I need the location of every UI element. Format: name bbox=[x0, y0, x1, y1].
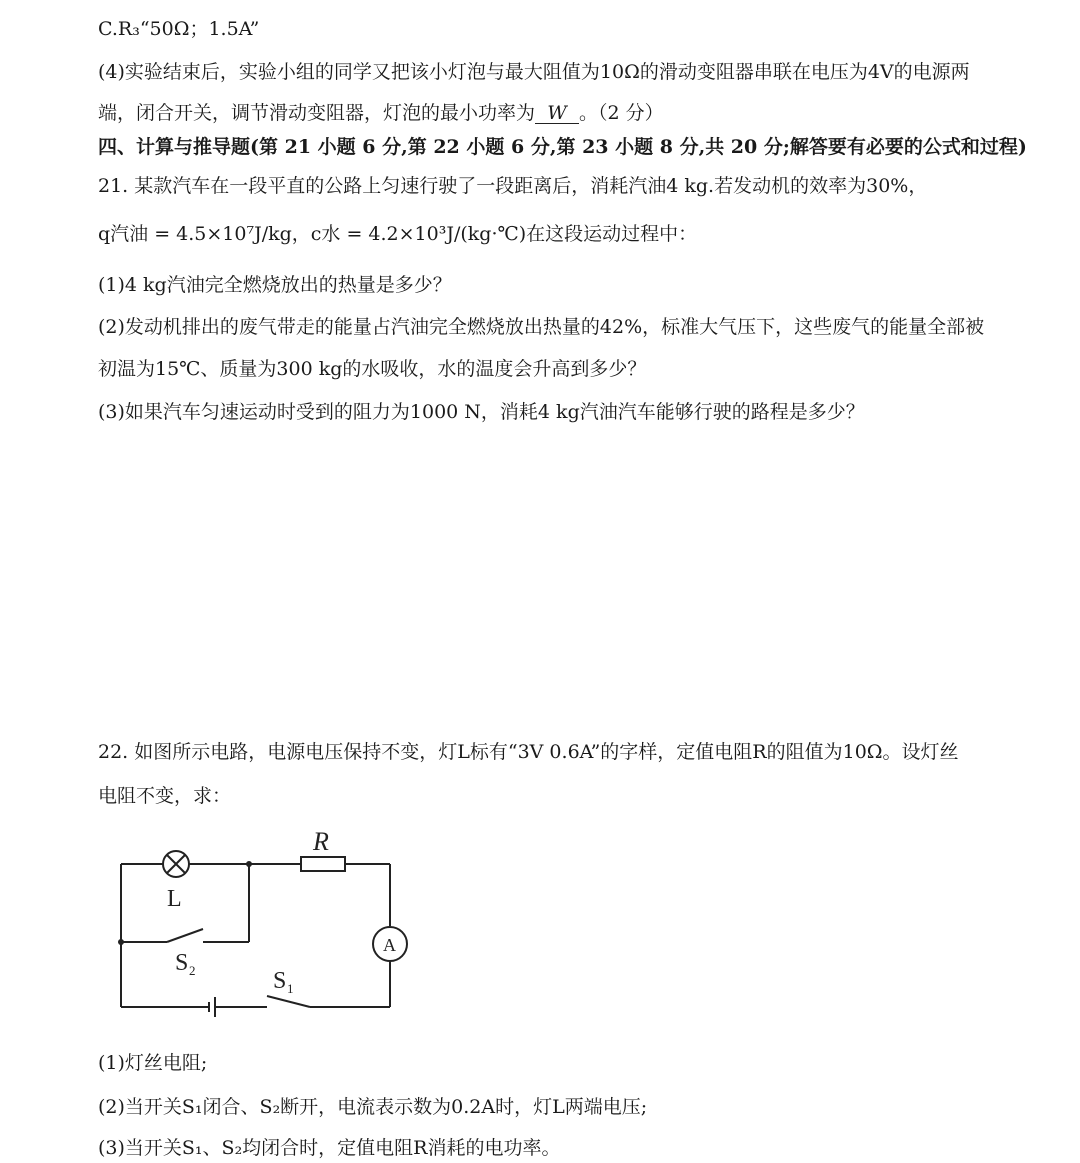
question-22-part-1: (1)灯丝电阻; bbox=[98, 1052, 208, 1074]
question-21-part-3: (3)如果汽车匀速运动时受到的阻力为1000 N，消耗4 kg汽油汽车能够行驶的路程是多少？ bbox=[98, 401, 865, 423]
question-22-part-3: (3)当开关S₁、S₂均闭合时，定值电阻R消耗的电功率。 bbox=[98, 1137, 561, 1159]
question-21-stem: 21. 某款汽车在一段平直的公路上匀速行驶了一段距离后，消耗汽油4 kg.若发动机的效率为30%， bbox=[98, 175, 928, 197]
answer-blank: W bbox=[535, 103, 579, 124]
junction-dot bbox=[246, 861, 252, 867]
question-22-stem-line-1: 22. 如图所示电路，电源电压保持不变，灯L标有“3V 0.6A”的字样，定值电阻R的阻值为10Ω。设灯丝 bbox=[98, 741, 959, 763]
switch-s2 bbox=[167, 929, 203, 942]
label-s1: S bbox=[273, 968, 287, 994]
question-21-part-2-line-2: 初温为15℃、质量为300 kg的水吸收，水的温度会升高到多少？ bbox=[98, 358, 647, 380]
question-21-part-2-line-1: (2)发动机排出的废气带走的能量占汽油完全燃烧放出热量的42%，标准大气压下，这些废气的能量全部被 bbox=[98, 316, 985, 338]
label-l: L bbox=[167, 886, 182, 912]
question-4-line-2 bbox=[98, 100, 664, 126]
switch-s1 bbox=[267, 996, 310, 1007]
label-s2-sub: 2 bbox=[189, 963, 196, 978]
question-22-part-2: (2)当开关S₁闭合、S₂断开，电流表示数为0.2A时，灯L两端电压; bbox=[98, 1096, 648, 1118]
question-21-constants: q汽油 = 4.5×10⁷J/kg，c水 = 4.2×10³J/(kg·℃)在这段运动过程中： bbox=[98, 223, 698, 245]
section-four-heading: 四、计算与推导题(第 21 小题 6 分,第 22 小题 6 分,第 23 小题 8 分,共 20 分;解答要有必要的公式和过程) bbox=[98, 136, 1027, 158]
label-s2: S bbox=[175, 950, 189, 976]
question-22-stem-line-2: 电阻不变，求： bbox=[98, 785, 232, 807]
question-4-text: 端，闭合开关，调节滑动变阻器，灯泡的最小功率为 bbox=[98, 102, 536, 124]
label-r: R bbox=[313, 827, 329, 856]
option-c: C.R₃“50Ω；1.5A” bbox=[98, 18, 260, 40]
question-21-part-1: (1)4 kg汽油完全燃烧放出的热量是多少？ bbox=[98, 274, 452, 296]
question-4-score: 。（2 分） bbox=[579, 102, 664, 124]
question-4-line-1: (4)实验结束后，实验小组的同学又把该小灯泡与最大阻值为10Ω的滑动变阻器串联在电压为4V的电源两 bbox=[98, 61, 970, 83]
label-a: A bbox=[383, 935, 396, 955]
resistor-symbol bbox=[301, 857, 345, 871]
circuit-diagram bbox=[105, 820, 425, 1030]
junction-dot bbox=[118, 939, 124, 945]
label-s1-sub: 1 bbox=[287, 981, 294, 996]
